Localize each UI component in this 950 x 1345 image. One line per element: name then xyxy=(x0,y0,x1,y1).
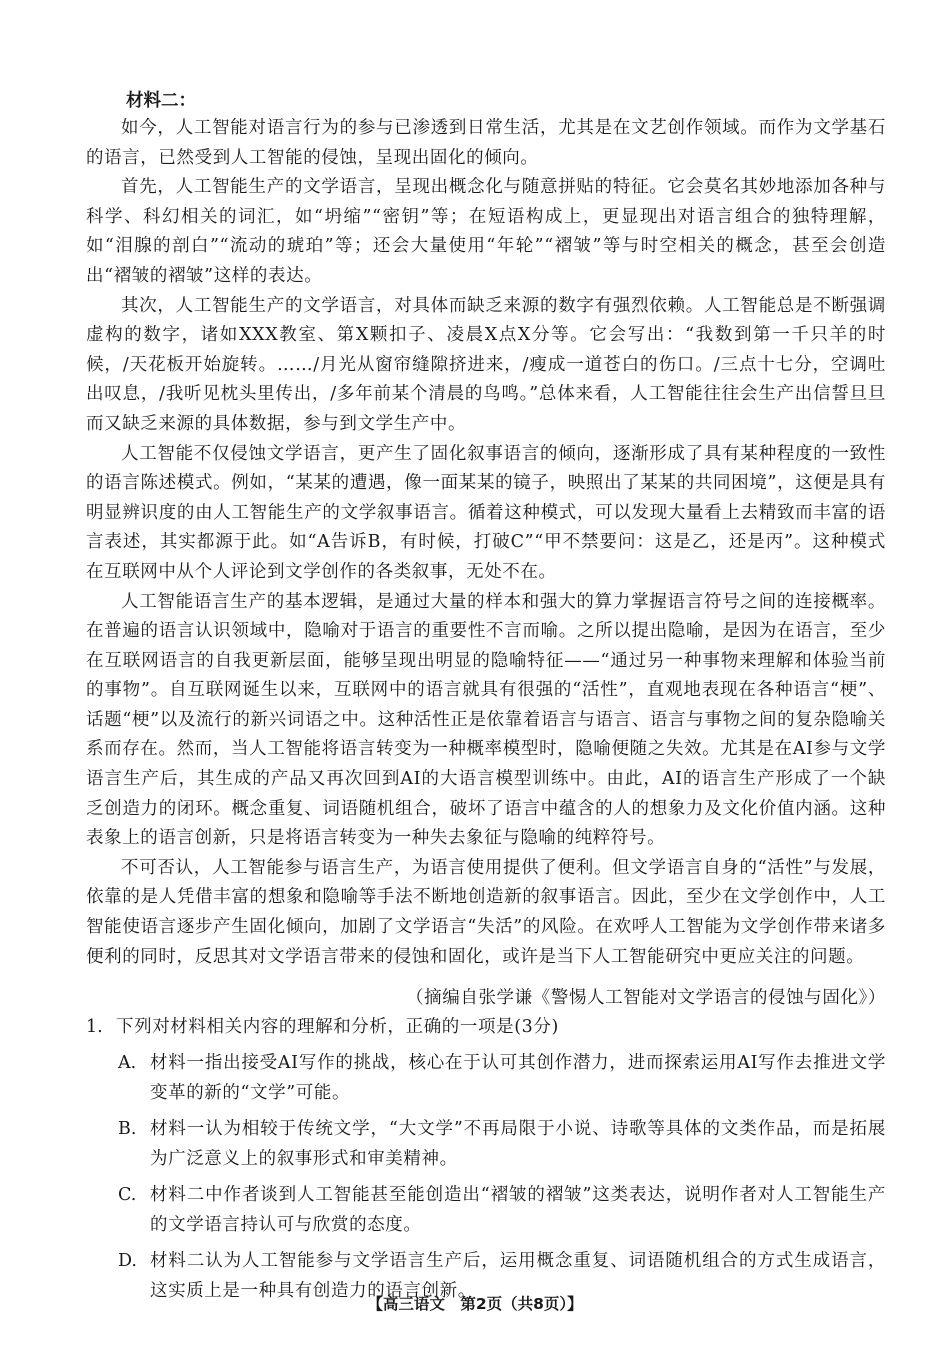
source-citation: （摘编自张学谦《警惕人工智能对文学语言的侵蚀与固化》） xyxy=(406,988,886,1008)
question-number: 1. xyxy=(86,1017,103,1037)
option-b xyxy=(118,1114,886,1174)
question-1 xyxy=(86,1012,886,1306)
option-text: 材料二中作者谈到人工智能甚至能创造出“褶皱的褶皱”这类表达，说明作者对人工智能生产的文学语言持认可与欣赏的态度。 xyxy=(150,1185,886,1235)
passage xyxy=(86,114,886,972)
option-letter: C. xyxy=(118,1185,137,1205)
passage-paragraph: 不可否认，人工智能参与语言生产，为语言使用提供了便利。但文学语言自身的“活性”与发展，依靠的是人凭借丰富的想象和隐喻等手法不断地创造新的叙事语言。因此，至少在文学创作中，人工智能使语言逐步产生固化倾向，加剧了文学语言“失活”的风险。在欢呼人工智能为文学创作带来诸多便利的同时，反思其对文学语言带来的侵蚀和固化，或许是当下人工智能研究中更应关注的问题。 xyxy=(86,857,886,967)
page-footer: 【高三语文 第2页（共8页）】 xyxy=(367,1295,583,1313)
option-letter: A. xyxy=(118,1053,137,1073)
passage-paragraph: 首先，人工智能生产的文学语言，呈现出概念化与随意拼贴的特征。它会莫名其妙地添加各种与科学、科幻相关的词汇，如“坍缩”“密钥”等；在短语构成上，更显现出对语言组合的独特理解，如“泪腺的剖白”“流动的琥珀”等；还会大量使用“年轮”“褶皱”等与时空相关的概念，甚至会创造出“褶皱的褶皱”这样的表达。 xyxy=(86,177,886,286)
option-letter: D. xyxy=(118,1251,137,1271)
option-text: 材料一指出接受AI写作的挑战，核心在于认可其创作潜力，进而探索运用AI写作去推进文学变革的新的“文学”可能。 xyxy=(150,1053,886,1103)
option-text: 材料二认为人工智能参与文学语言生产后，运用概念重复、词语随机组合的方式生成语言，这实质上是一种具有创造力的语言创新。 xyxy=(150,1251,886,1301)
passage-paragraph: 其次，人工智能生产的文学语言，对具体而缺乏来源的数字有强烈依赖。人工智能总是不断强调虚构的数字，诸如XXX教室、第X颗扣子、凌晨X点X分等。它会写出：“我数到第一千只羊的时候，/天花板开始旋转。……/月光从窗帘缝隙挤进来，/瘦成一道苍白的伤口。/三点十七分，空调吐出叹息，/我听见枕头里传出，/多年前某个清晨的鸟鸣。”总体来看，人工智能往往会生产出信誓旦旦而又缺乏来源的具体数据，参与到文学生产中。 xyxy=(86,295,886,434)
passage-paragraph: 人工智能不仅侵蚀文学语言，更产生了固化叙事语言的倾向，逐渐形成了具有某种程度的一致性的语言陈述模式。例如，“某某的遭遇，像一面某某的镜子，映照出了某某的共同困境”，这便是具有明显辨识度的由人工智能生产的文学叙事语言。循着这种模式，可以发现大量看上去精致而丰富的语言表述，其实都源于此。如“A告诉B，有时候，打破C”“甲不禁要问：这是乙，还是丙”。这种模式在互联网中从个人评论到文学创作的各类叙事，无处不在。 xyxy=(86,443,886,582)
passage-paragraph: 人工智能语言生产的基本逻辑，是通过大量的样本和强大的算力掌握语言符号之间的连接概率。在普遍的语言认识领域中，隐喻对于语言的重要性不言而喻。之所以提出隐喻，是因为在语言，至少在互联网语言的自我更新层面，能够呈现出明显的隐喻特征——“通过另一种事物来理解和体验当前的事物”。自互联网诞生以来，互联网中的语言就具有很强的“活性”，直观地表现在各种语言“梗”、话题“梗”以及流行的新兴词语之中。这种活性正是依靠着语言与语言、语言与事物之间的复杂隐喻关系而存在。然而，当人工智能将语言转变为一种概率模型时，隐喻便随之失效。尤其是在AI参与文学语言生产后，其生成的产品又再次回到AI的大语言模型训练中。由此，AI的语言生产形成了一个缺乏创造力的闭环。概念重复、词语随机组合，破坏了语言中蕴含的人的想象力及文化价值内涵。这种表象上的语言创新，只是将语言转变为一种失去象征与隐喻的纯粹符号。 xyxy=(86,591,886,849)
question-stem: 下列对材料相关内容的理解和分析，正确的一项是(3分) xyxy=(116,1017,559,1037)
passage-paragraph: 如今，人工智能对语言行为的参与已渗透到日常生活，尤其是在文艺创作领域。而作为文学基石的语言，已然受到人工智能的侵蚀，呈现出固化的倾向。 xyxy=(86,118,886,168)
option-letter: B. xyxy=(118,1119,137,1139)
section-title: 材料二： xyxy=(126,91,196,111)
question-stem-row xyxy=(86,1012,886,1042)
option-a xyxy=(118,1048,886,1108)
option-text: 材料一认为相较于传统文学，“大文学”不再局限于小说、诗歌等具体的文类作品，而是拓展为广泛意义上的叙事形式和审美精神。 xyxy=(150,1119,886,1169)
option-c xyxy=(118,1180,886,1240)
